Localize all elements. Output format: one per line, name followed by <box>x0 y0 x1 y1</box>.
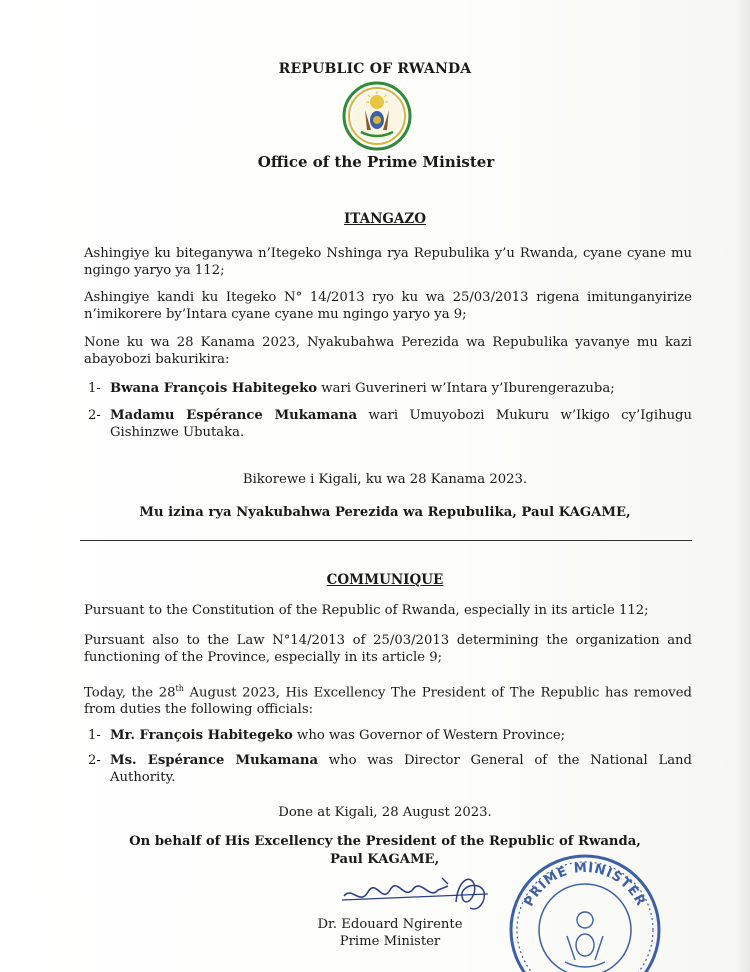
official-role: wari Guverineri w’Intara y’Iburengerazuba; <box>317 381 615 396</box>
office-title: Office of the Prime Minister <box>257 153 495 171</box>
official-name: Bwana François Habitegeko <box>110 381 318 396</box>
communique-paragraph-2: Pursuant also to the Law N°14/2013 of 25/03/2013 determining the organization and functioning of the Province, especially in its article 9; <box>84 633 692 665</box>
itangazo-list-item <box>88 407 692 441</box>
list-number: 1- <box>88 381 101 396</box>
section-divider <box>80 540 692 541</box>
official-stamp <box>505 850 665 972</box>
communique-paragraph-3 <box>84 680 692 718</box>
signer-name: Dr. Edouard Ngirente <box>317 917 463 932</box>
official-name: Madamu Espérance Mukamana <box>110 408 358 423</box>
itangazo-paragraph-3: None ku wa 28 Kanama 2023, Nyakubahwa Perezida wa Repubulika yavanye mu kazi abayobozi bakurikira: <box>84 335 692 367</box>
communique-list-item <box>88 727 692 744</box>
country-title: REPUBLIC OF RWANDA <box>278 61 472 77</box>
official-role: who was Governor of Western Province; <box>292 728 566 743</box>
itangazo-done-at: Bikorewe i Kigali, ku wa 28 Kanama 2023. <box>242 472 528 487</box>
official-name: Mr. François Habitegeko <box>110 728 293 743</box>
itangazo-list-item <box>88 380 692 397</box>
itangazo-heading: ITANGAZO <box>343 211 427 227</box>
communique-heading: COMMUNIQUE <box>326 572 444 588</box>
communique-on-behalf-line2: Paul KAGAME, <box>330 852 440 867</box>
official-name: Ms. Espérance Mukamana <box>110 753 319 768</box>
itangazo-paragraph-1: Ashingiye ku biteganywa n’Itegeko Nshinga rya Repubulika y’u Rwanda, cyane cyane mu ngingo yaryo ya 112; <box>84 246 692 278</box>
handwritten-signature <box>338 866 508 918</box>
svg-text:PRIME MINISTER <box>522 861 649 909</box>
para3-end: August 2023, His Excellency The President of The Republic has removed from duties the following officials: <box>84 685 693 718</box>
communique-list-item <box>88 752 692 786</box>
communique-paragraph-1: Pursuant to the Constitution of the Republic of Rwanda, especially in its article 112; <box>84 603 649 618</box>
ordinal-suffix: th <box>175 684 184 693</box>
communique-on-behalf-line1: On behalf of His Excellency the President of the Republic of Rwanda, <box>129 834 641 849</box>
communique-done-at: Done at Kigali, 28 August 2023. <box>278 805 492 820</box>
para3-start: Today, the 28 <box>84 685 176 701</box>
list-number: 2- <box>88 753 101 768</box>
signer-title: Prime Minister <box>339 934 441 949</box>
list-number: 2- <box>88 408 101 423</box>
list-number: 1- <box>88 728 101 743</box>
stamp-text: PRIME MINISTER <box>521 860 649 910</box>
itangazo-on-behalf: Mu izina rya Nyakubahwa Perezida wa Repubulika, Paul KAGAME, <box>139 505 631 520</box>
official-role: wari Umuyobozi Mukuru w’Ikigo cy’Igihugu Gishinzwe Ubutaka. <box>110 408 692 440</box>
rwanda-coat-of-arms-emblem <box>341 80 413 152</box>
official-role: who was Director General of the National Land Authority. <box>110 753 692 785</box>
itangazo-paragraph-2: Ashingiye kandi ku Itegeko N° 14/2013 ryo ku wa 25/03/2013 rigena imitunganyirize n’imikorere by’Intara cyane cyane mu ngingo yaryo ya 9; <box>84 290 692 322</box>
